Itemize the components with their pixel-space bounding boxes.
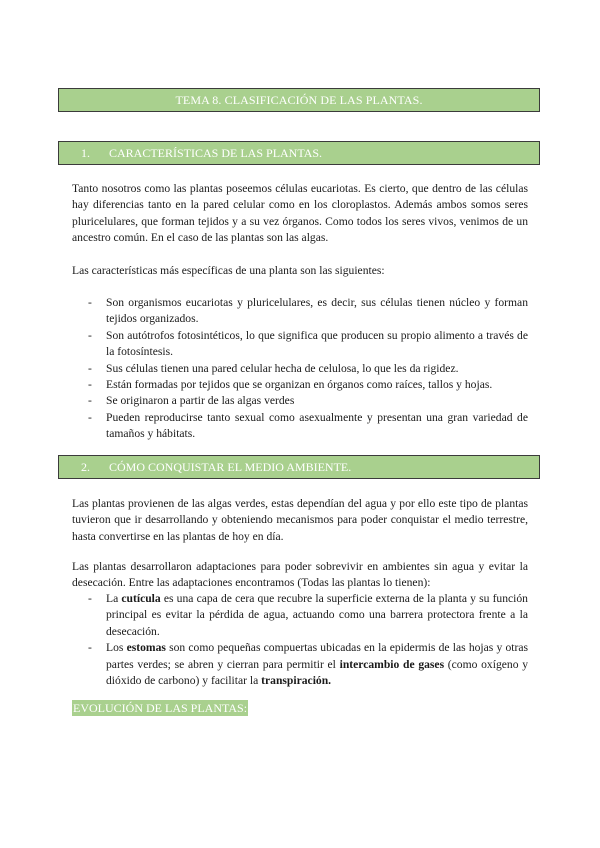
section-2-header [58, 455, 540, 479]
section-2-paragraph-2: Las plantas desarrollaron adaptaciones para poder sobrevivir en ambientes sin agua y evitar la desecación. Entre las adaptaciones encontramos (Todas las plantas lo tienen): [72, 560, 528, 590]
section-1-heading: CARACTERÍSTICAS DE LAS PLANTAS. [109, 145, 323, 160]
evolution-heading: EVOLUCIÓN DE LAS PLANTAS: [73, 701, 248, 715]
list-item-estomas: - Los estomas son como pequeñas compuertas ubicadas en la epidermis de las hojas y otras partes verdes; se abren y cierran para permitir el intercambio de gases (como oxígeno y dióxido de carbono) y facilitar la transpiración. [88, 641, 528, 688]
section-1-header [58, 141, 540, 165]
list-item-cuticula: - La cutícula es una capa de cera que recubre la superficie externa de la planta y su función principal es evitar la pérdida de agua, actuando como una barrera protectora frente a la desecación. [88, 592, 528, 638]
document-title [58, 88, 540, 112]
list-item: - Pueden reproducirse tanto sexual como asexualmente y presentan una gran variedad de tamaños y hábitats. [88, 410, 528, 441]
list-item: - Son autótrofos fotosintéticos, lo que significa que producen su propio alimento a través de la fotosíntesis. [88, 328, 528, 359]
section-1-paragraph-1: Tanto nosotros como las plantas poseemos células eucariotas. Es cierto, que dentro de las células hay diferencias tanto en la pared celular como en los cloroplastos. Además ambos somos seres pluricelulares, que forman tejidos y a su vez órganos. Como todos los seres vivos, venimos de un ancestro común. En el caso de las plantas son las algas. [72, 182, 528, 245]
section-2-heading: CÓMO CONQUISTAR EL MEDIO AMBIENTE. [109, 459, 352, 474]
list-item: - Se originaron a partir de las algas verdes [88, 394, 295, 408]
list-item: - Sus células tienen una pared celular hecha de celulosa, lo que les da rigidez. [88, 361, 459, 375]
list-item: - Están formadas por tejidos que se organizan en órganos como raíces, tallos y hojas. [88, 378, 493, 392]
section-2-paragraph-1: Las plantas provienen de las algas verdes, estas dependían del agua y por ello este tipo de plantas tuvieron que ir desarrollando y obteniendo mecanismos para poder conquistar el medio terrestre, hasta convertirse en las plantas de hoy en día. [72, 497, 528, 543]
adaptations-list [72, 591, 528, 689]
section-1-paragraph-2: Las características más específicas de una planta son las siguientes: [72, 264, 385, 277]
characteristics-list [72, 295, 528, 443]
document-title-text: TEMA 8. CLASIFICACIÓN DE LAS PLANTAS. [175, 92, 423, 107]
section-1-number: 1. [81, 145, 90, 160]
section-2-number: 2. [81, 459, 90, 474]
list-item: - Son organismos eucariotas y pluricelulares, es decir, sus células tienen núcleo y forman tejidos organizados. [88, 296, 528, 326]
